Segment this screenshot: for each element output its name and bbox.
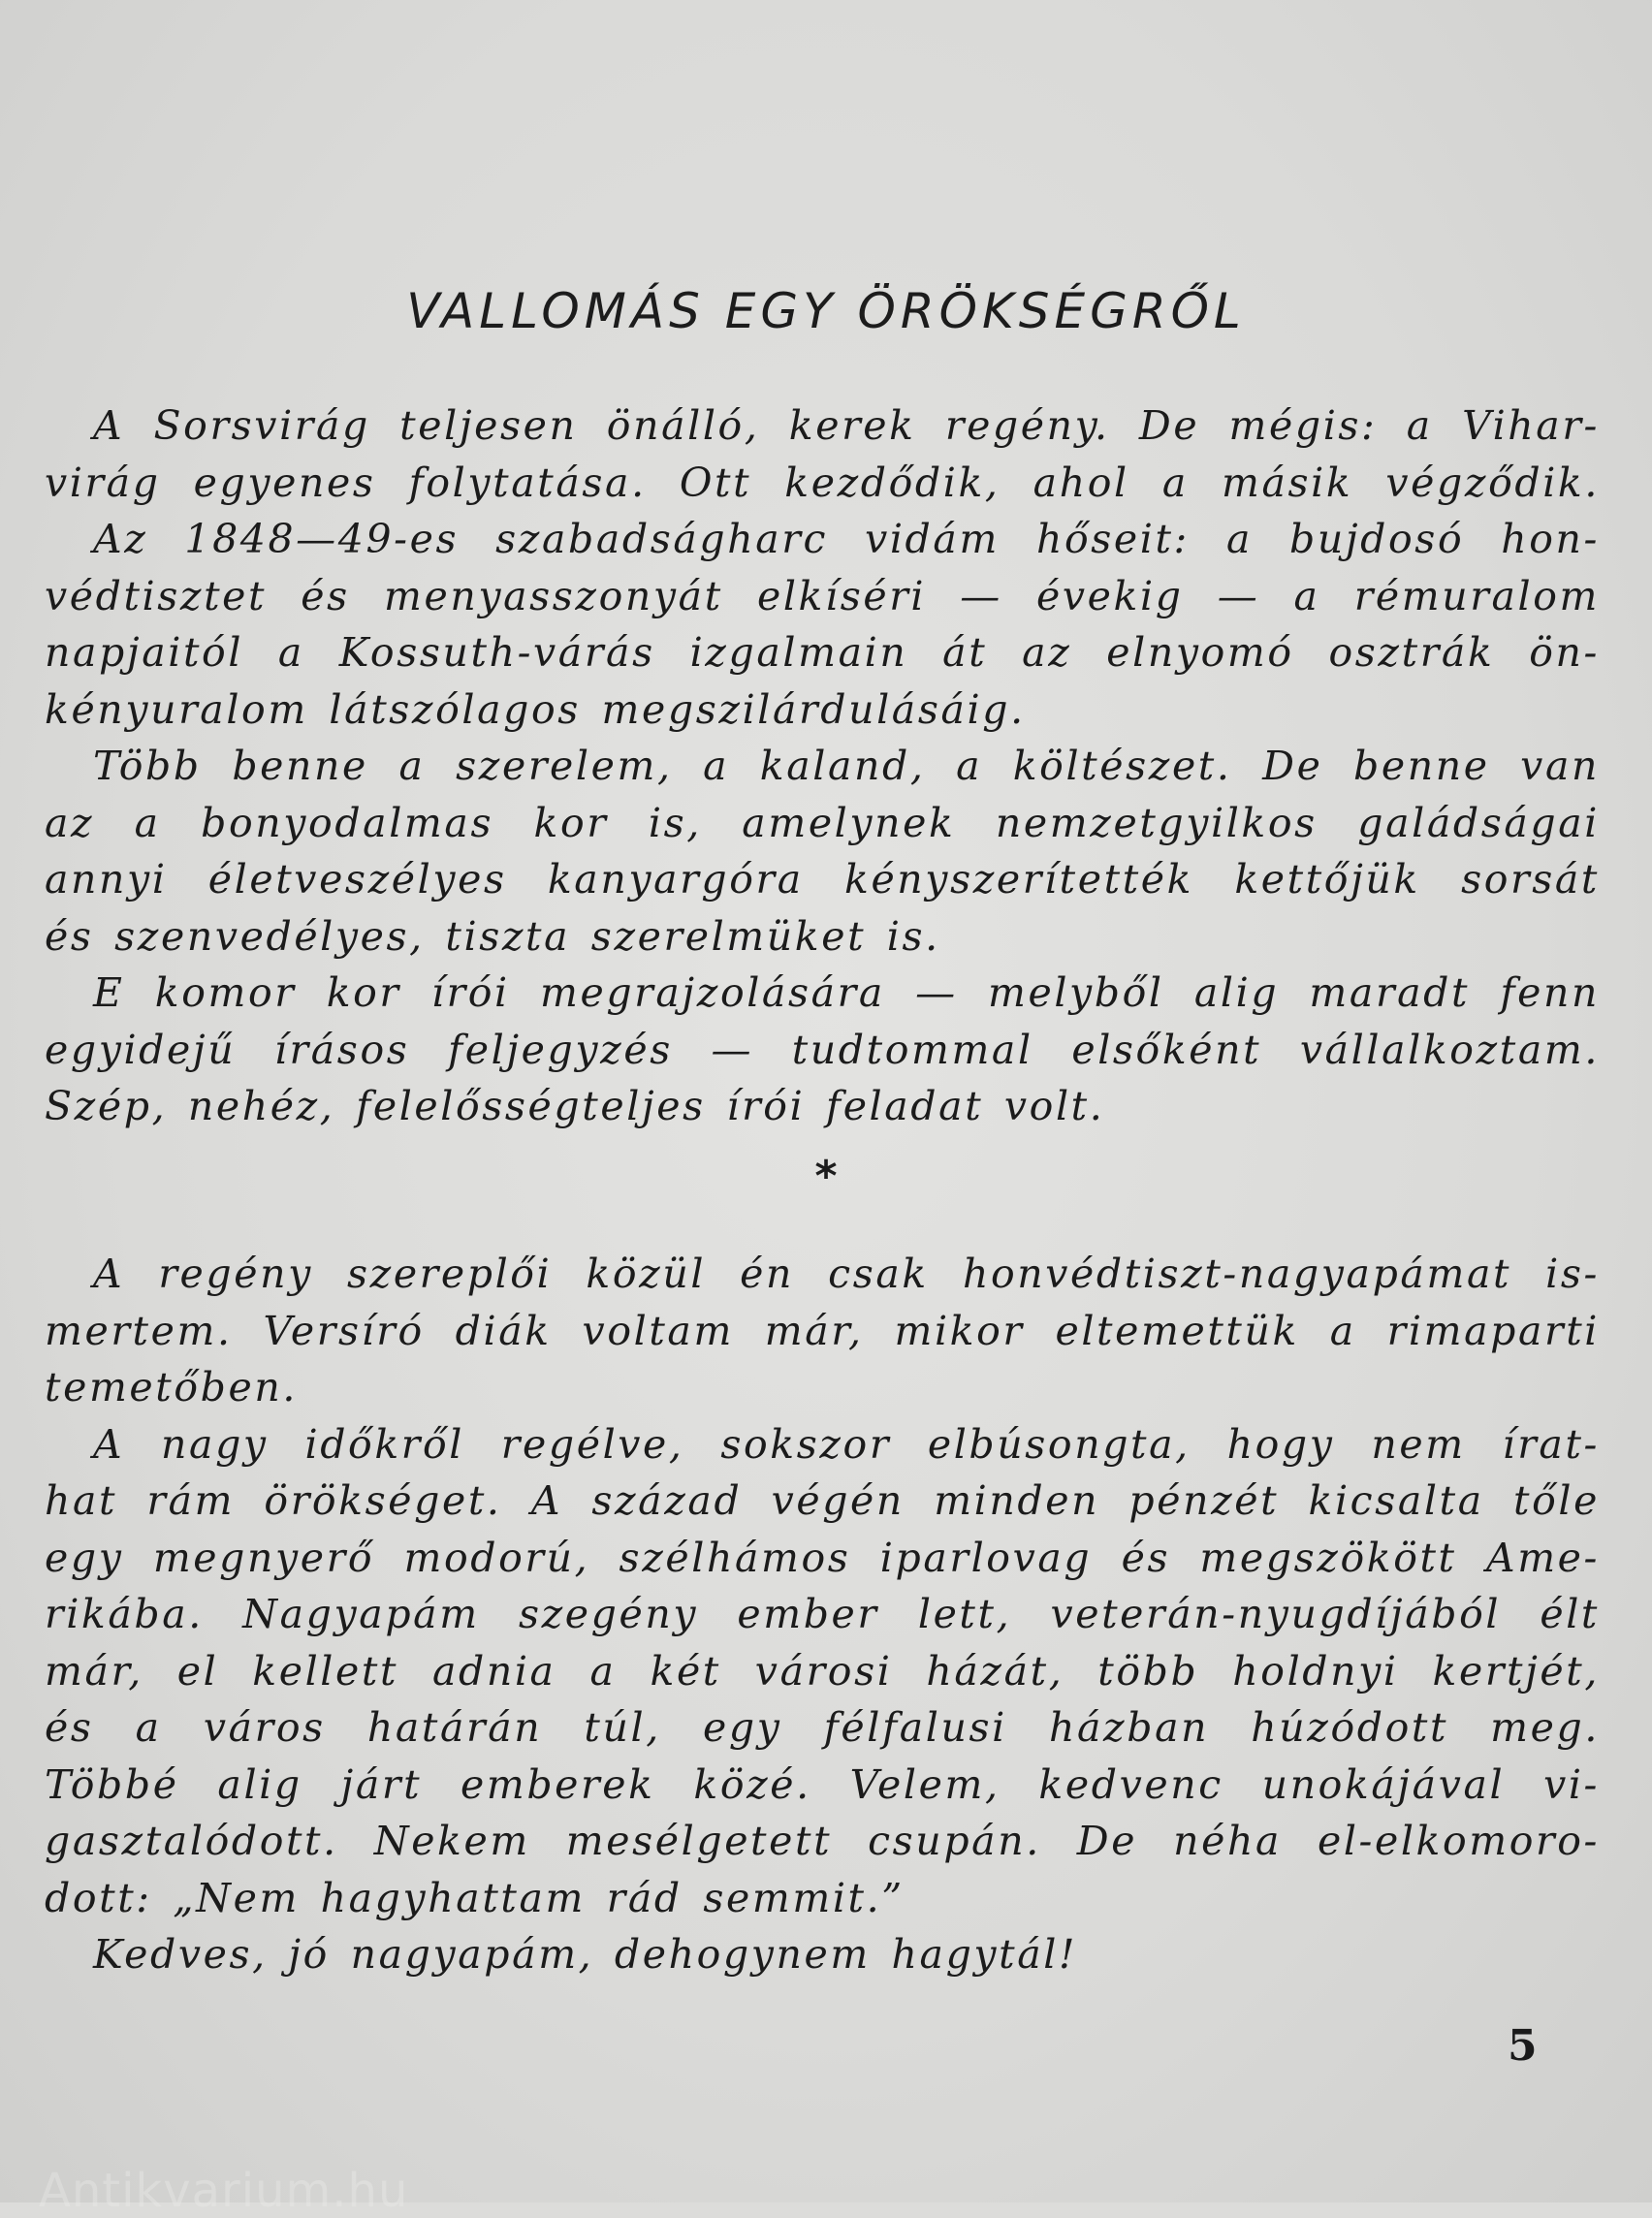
- text-line: temetőben.: [45, 1364, 298, 1410]
- text-line: hat rám örökséget. A század végén minden pénzét kicsalta tőle: [45, 1477, 1600, 1524]
- text-line: rikába. Nagyapám szegény ember lett, veterán-nyugdíjából élt: [45, 1591, 1600, 1637]
- page-number: 5: [1508, 2021, 1538, 2071]
- text-line: Kedves, jó nagyapám, dehogynem hagytál!: [93, 1931, 1078, 1978]
- text-line: virág egyenes folytatása. Ott kezdődik, ahol a másik végződik.: [45, 459, 1600, 506]
- text-line: már, el kellett adnia a két városi házát, több holdnyi kertjét,: [45, 1647, 1600, 1695]
- text-line: egy megnyerő modorú, szélhámos iparlovag és megszökött Ame-: [45, 1534, 1600, 1581]
- text-line: és a város határán túl, egy félfalusi házban húzódott meg.: [45, 1704, 1600, 1751]
- text-line: Többé alig járt emberek közé. Velem, kedvenc unokájával vi-: [45, 1760, 1600, 1808]
- text-line: dott: „Nem hagyhattam rád semmit.”: [45, 1874, 905, 1921]
- text-line: védtisztet és menyasszonyát elkíséri — évekig — a rémuralom: [45, 572, 1600, 619]
- chapter-title: VALLOMÁS EGY ÖRÖKSÉGRŐL: [406, 283, 1246, 339]
- text-section-2: [45, 1246, 1600, 1983]
- text-line: A regény szereplői közül én csak honvédtiszt-nagyapámat is-: [93, 1251, 1600, 1297]
- text-line: napjaitól a Kossuth-várás izgalmain át az elnyomó osztrák ön-: [45, 629, 1600, 676]
- text-line: mertem. Versíró diák voltam már, mikor eltemettük a rimaparti: [45, 1307, 1600, 1354]
- text-line: kényuralom látszólagos megszilárdulásáig.: [45, 685, 1026, 733]
- text-line: az a bonyodalmas kor is, amelynek nemzetgyilkos galádságai: [45, 799, 1600, 846]
- text-line: és szenvedélyes, tiszta szerelmüket is.: [45, 912, 940, 960]
- section-separator: *: [814, 1152, 838, 1201]
- text-section-1: [45, 397, 1600, 1135]
- text-line: egyidejű írásos feljegyzés — tudtommal elsőként vállalkoztam.: [45, 1026, 1600, 1073]
- text-line: gasztalódott. Nekem mesélgetett csupán. De néha el-elkomoro-: [45, 1818, 1600, 1864]
- watermark: Antikvarium.hu: [39, 2164, 409, 2218]
- text-line: A nagy időkről regélve, sokszor elbúsongta, hogy nem írat-: [93, 1420, 1600, 1468]
- text-line: A Sorsvirág teljesen önálló, kerek regény. De mégis: a Vihar-: [93, 402, 1600, 449]
- text-line: E komor kor írói megrajzolására — melyből alig maradt fenn: [93, 969, 1600, 1016]
- text-line: annyi életveszélyes kanyargóra kényszerítették kettőjük sorsát: [45, 856, 1600, 903]
- text-line: Az 1848—49-es szabadságharc vidám hőseit: a bujdosó hon-: [93, 516, 1600, 562]
- text-line: Szép, nehéz, felelősségteljes írói feladat volt.: [45, 1083, 1105, 1129]
- text-line: Több benne a szerelem, a kaland, a költészet. De benne van: [93, 743, 1600, 789]
